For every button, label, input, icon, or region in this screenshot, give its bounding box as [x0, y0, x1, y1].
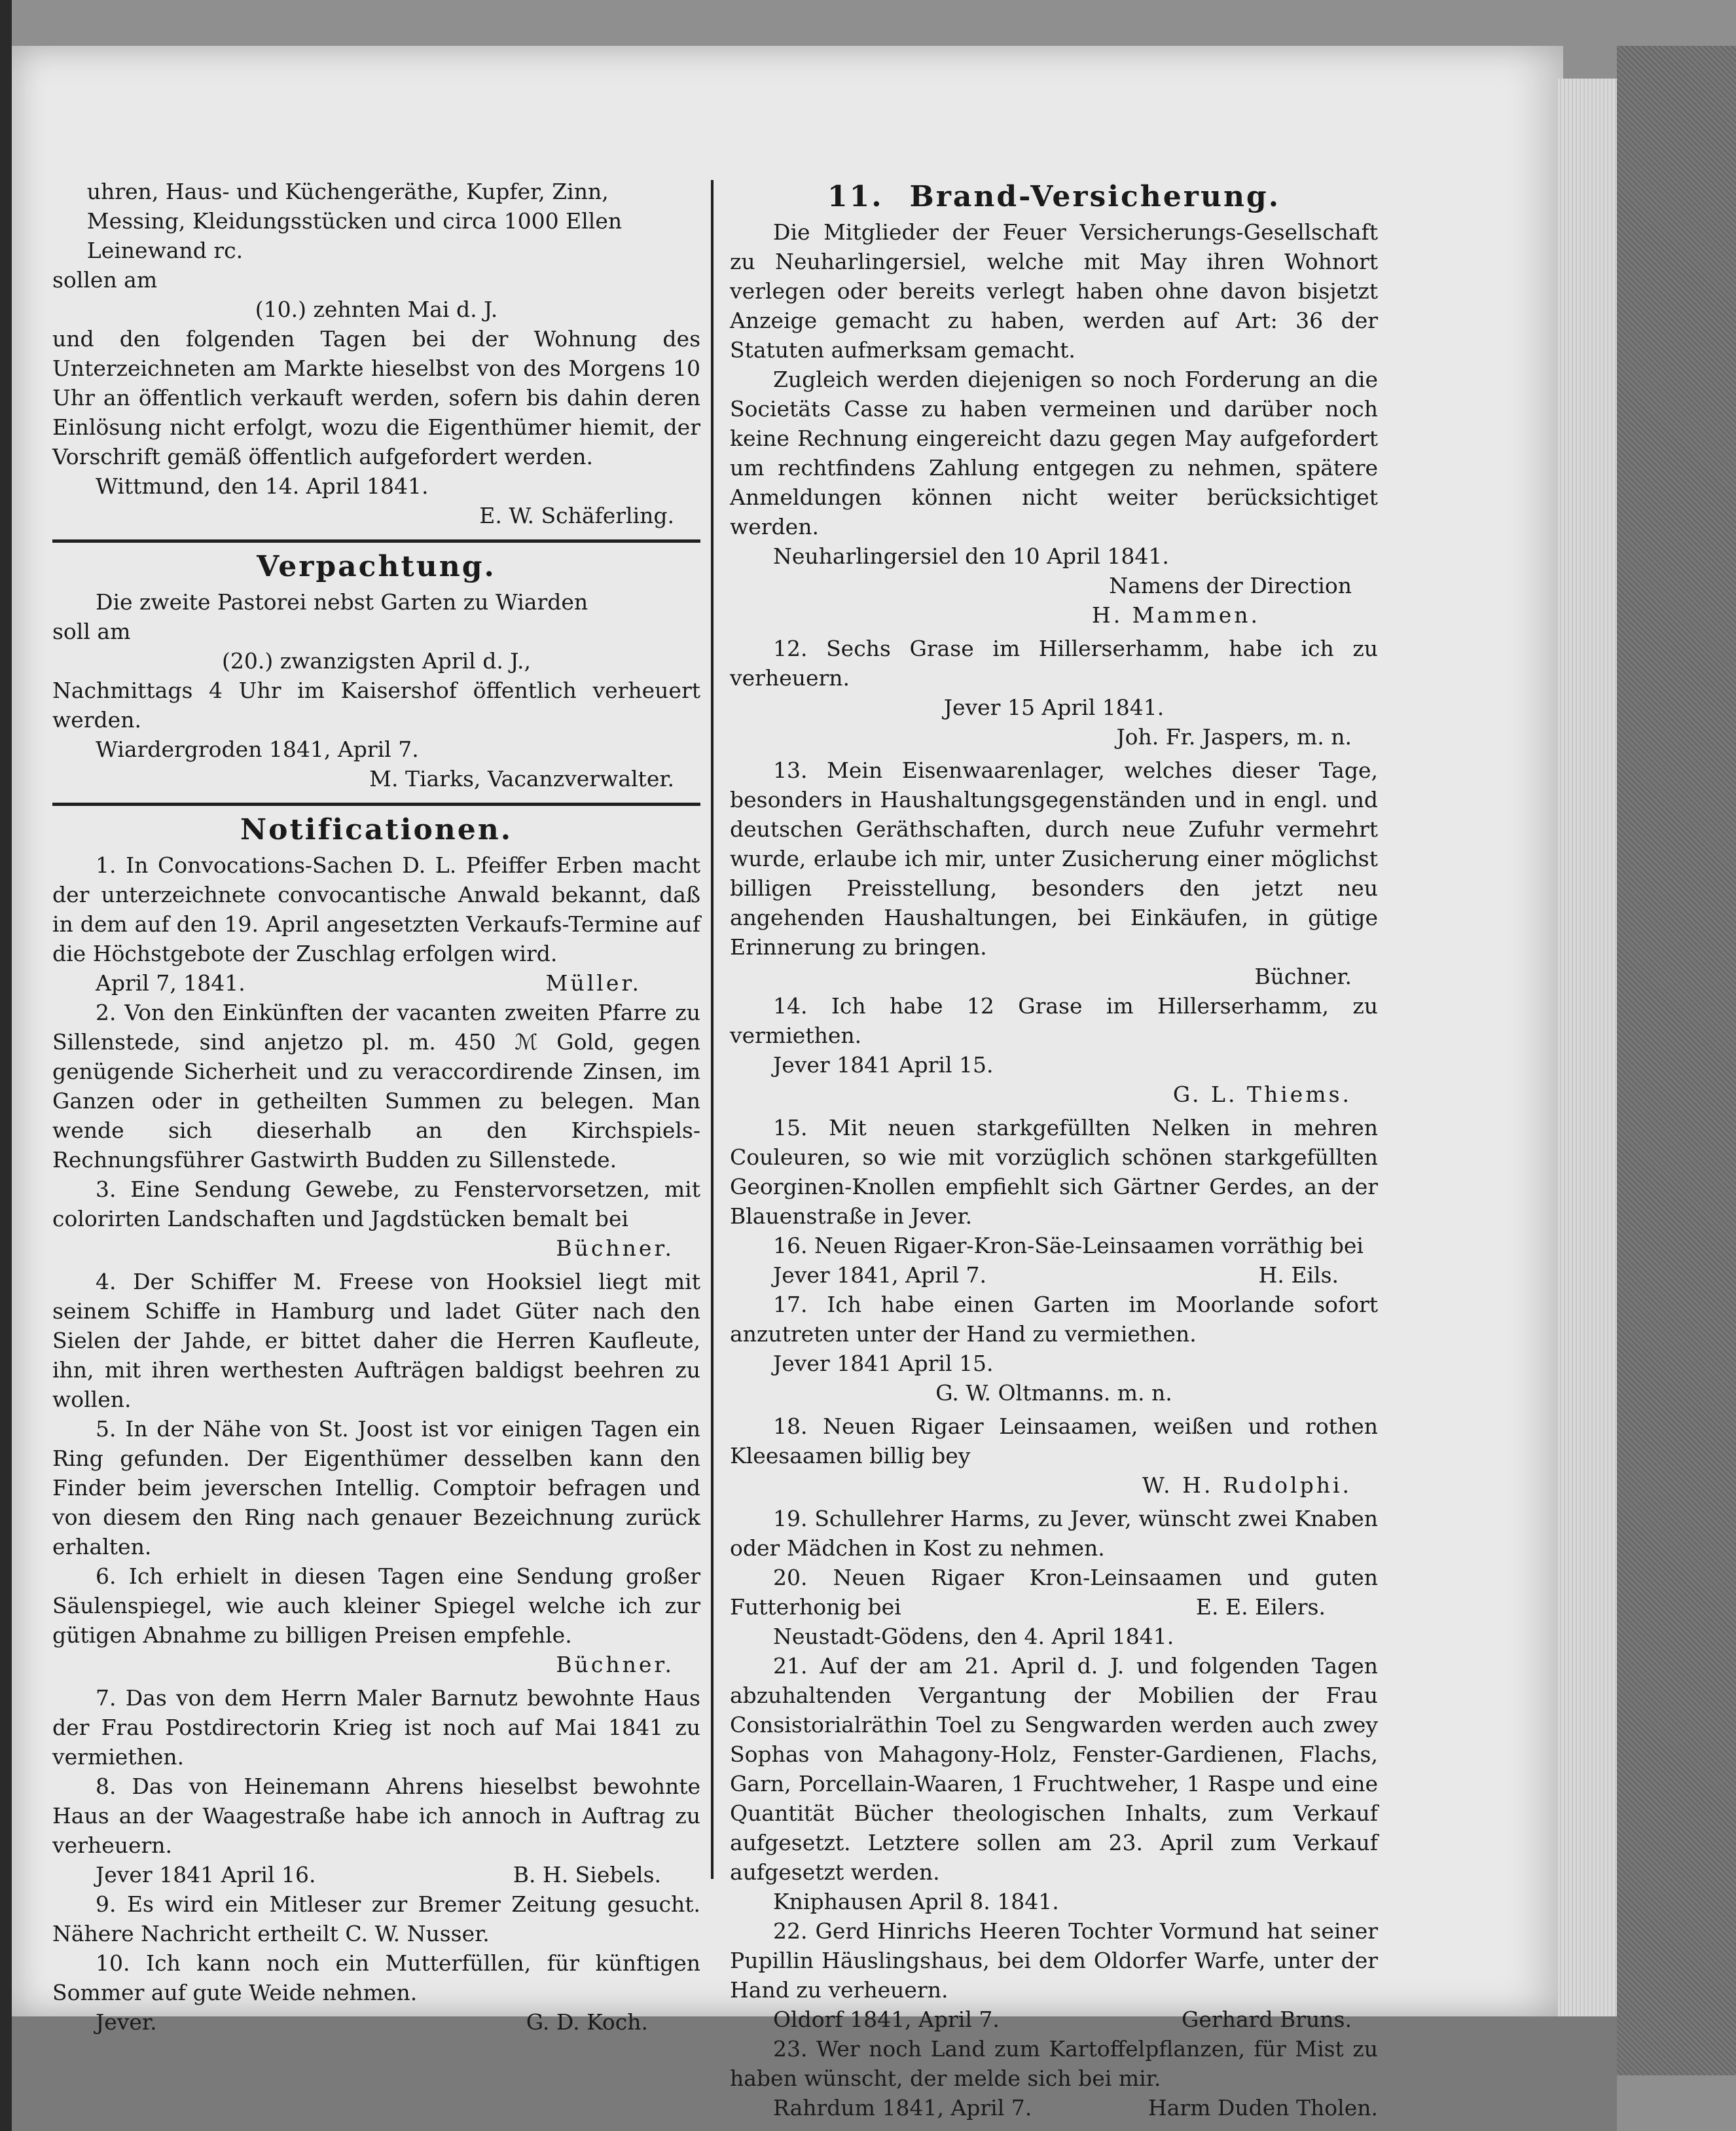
left-column: [52, 177, 700, 2037]
notice-8: 8. Das von Heinemann Ahrens hieselbst bewohnte Haus an der Waagestraße habe ich annoch in Auftrag zu verheuern.: [52, 1774, 700, 1858]
notice-14-date: Jever 1841 April 15.: [773, 1052, 994, 1078]
column-rule: [711, 180, 714, 1879]
right-column: [730, 177, 1378, 2122]
notice-13-signature: Büchner.: [1254, 964, 1352, 989]
notice-6: 6. Ich erhielt in diesen Tagen eine Sendung großer Säulenspiegel, wie auch kleiner Spiegel welche ich zur gütigen Abnahme zu billigen Preisen empfehle.: [52, 1563, 700, 1648]
notice-17-signature: G. W. Oltmanns. m. n.: [935, 1380, 1172, 1406]
auction-signature: E. W. Schäferling.: [479, 503, 674, 528]
notice-15: 15. Mit neuen starkgefüllten Nelken in mehren Couleuren, so wie mit vorzüglich schönen starkgefüllten Georginen-Knollen empfiehlt sich Gärtner Gerdes, an der Blauenstraße in Jever.: [730, 1115, 1378, 1229]
notice-10-signature: G. D. Koch.: [526, 2009, 648, 2035]
notice-18: 18. Neuen Rigaer Leinsaamen, weißen und rothen Kleesaamen billig bey: [730, 1413, 1378, 1468]
notice-5: 5. In der Nähe von St. Joost ist vor einigen Tagen ein Ring gefunden. Der Eigenthümer desselben kann den Finder beim jeverschen Intellig. Comptoir befragen und von diesem den Ring nach genauer Bezeichnung zurück erhalten.: [52, 1416, 700, 1559]
notices-heading: Notificationen.: [240, 813, 513, 847]
notice-17-date: Jever 1841 April 15.: [773, 1351, 994, 1376]
notice-3-signature: Büchner.: [556, 1235, 674, 1261]
notice-12: 12. Sechs Grase im Hillerserhamm, habe ich zu verheuern.: [730, 636, 1378, 691]
notice-2: 2. Von den Einkünften der vacanten zweiten Pfarre zu Sillenstede, sind anjetzo pl. m. 450 ℳ Gold, gegen genügende Sicherheit und zu veraccordirende Zinsen, im Ganzen oder in getheilten Summen zu belegen. Man wende sich dieserhalb an den Kirchspiels-Rechnungsführer Gastwirth Budden zu Sillenstede.: [52, 1000, 700, 1173]
auction-line: sollen am: [52, 267, 158, 293]
notice-21: 21. Auf der am 21. April d. J. und folgenden Tagen abzuhaltenden Vergantung der Mobilien der Frau Consistorialräthin Toel zu Sengwarden werden auch zwey Sophas von Mahagony-Holz, Fenster-Gardienen, Flachs, Garn, Porcellain-Waaren, 1 Fruchtweher, 1 Raspe und eine Quantität Bücher theologischen Inhalts, zum Verkauf aufgesetzt. Letztere sollen am 23. April zum Verkauf aufgesetzt werden.: [730, 1653, 1378, 1885]
notice-13: 13. Mein Eisenwaarenlager, welches dieser Tage, besonders in Haushaltungsgegenständen und in engl. und deutschen Geräthschaften, durch neue Zufuhr vermehrt wurde, erlaube ich mir, unter Zusicherung einer möglichst billigen Preisstellung, besonders den jetzt neu angehenden Haushaltungen, bei Einkäufen, in gütige Erinnerung zu bringen.: [730, 757, 1378, 960]
notice-11-p1: Die Mitglieder der Feuer Versicherungs-Gesellschaft zu Neuharlingersiel, welche mit May ihren Wohnort verlegen oder bereits verlegt haben ohne davon bisjetzt Anzeige gemacht zu haben, werden auf Art: 36 der Statuten aufmerksam gemacht.: [730, 219, 1378, 363]
notice-19: 19. Schullehrer Harms, zu Jever, wünscht zwei Knaben oder Mädchen in Kost zu nehmen.: [730, 1506, 1378, 1561]
notice-8-date: Jever 1841 April 16. B. H. Siebels.: [52, 1860, 700, 1889]
notice-20-signature: E. E. Eilers.: [1195, 1594, 1326, 1620]
lease-line: soll am: [52, 619, 131, 644]
auction-body: und den folgenden Tagen bei der Wohnung des Unterzeichneten am Markte hieselbst von des Morgens 10 Uhr an öffentlich verkauft werden, sofern bis dahin deren Einlösung nicht erfolgt, wozu die Eigenthümer hiemit, der Vorschrift gemäß öffentlich aufgefordert werden.: [52, 326, 700, 469]
notice-11-number: 11.: [827, 180, 884, 213]
auction-date-line: (10.) zehnten Mai d. J.: [255, 297, 498, 322]
lease-signature: M. Tiarks, Vacanzverwalter.: [369, 766, 674, 792]
notice-23-signature: Harm Duden Tholen.: [1148, 2095, 1378, 2121]
notice-1-signature: Müller.: [545, 970, 642, 996]
auction-date: Wittmund, den 14. April 1841.: [96, 473, 429, 499]
notice-9: 9. Es wird ein Mitleser zur Bremer Zeitung gesucht. Nähere Nachricht ertheilt C. W. Nusser.: [52, 1891, 700, 1946]
notice-12-date: Jever 15 April 1841.: [943, 695, 1165, 720]
lease-heading: Verpachtung.: [257, 550, 496, 583]
brand-heading: [730, 179, 1378, 215]
notice-16: 16. Neuen Rigaer-Kron-Säe-Leinsaamen vorräthig bei H. Eils.: [730, 1231, 1378, 1260]
notice-20-date: Neustadt-Gödens, den 4. April 1841.: [773, 1624, 1174, 1649]
notice-12-signature: Joh. Fr. Jaspers, m. n.: [1116, 724, 1352, 750]
notice-10-place: Jever. G. D. Koch.: [52, 2007, 700, 2037]
notice-23-date: Rahrdum 1841, April 7. Harm Duden Tholen.: [730, 2093, 1378, 2122]
book-gutter: [0, 0, 12, 2131]
notice-1-date: April 7, 1841. Müller.: [52, 968, 700, 998]
notice-14-signature: G. L. Thiems.: [1172, 1082, 1352, 1107]
lease-date: Wiardergroden 1841, April 7.: [96, 737, 419, 762]
notice-11-p2: Zugleich werden diejenigen so noch Forderung an die Societäts Casse zu haben vermeinen und darüber noch keine Rechnung eingereicht dazu gegen May aufgefordert um rechtfindens Zahlung entgegen zu nehmen, spätere Anmeldungen können nicht weiter berücksichtiget werden.: [730, 367, 1378, 539]
book-cover: [1617, 46, 1736, 2075]
lease-date-line: (20.) zwanzigsten April d. J.,: [222, 648, 531, 674]
section-rule: [52, 803, 700, 806]
notice-22: 22. Gerd Hinrichs Heeren Tochter Vormund hat seiner Pupillin Häuslingshaus, bei dem Oldorfer Warfe, unter der Hand zu verheuern.: [730, 1918, 1378, 2003]
notice-11-sig2: H. Mammen.: [1091, 602, 1260, 628]
lease-line: Die zweite Pastorei nebst Garten zu Wiarden: [96, 589, 588, 615]
notice-21-date: Kniphausen April 8. 1841.: [773, 1889, 1059, 1914]
notice-11-date: Neuharlingersiel den 10 April 1841.: [773, 543, 1169, 569]
notice-22-date: Oldorf 1841, April 7. Gerhard Bruns.: [730, 2005, 1378, 2034]
notice-11-sig1: Namens der Direction: [1109, 573, 1352, 598]
notice-14: 14. Ich habe 12 Grase im Hillerserhamm, zu vermiethen.: [730, 993, 1378, 1048]
auction-line: Leinewand rc.: [86, 238, 244, 263]
auction-line: uhren, Haus- und Küchengeräthe, Kupfer, Zinn,: [86, 179, 609, 204]
notice-4: 4. Der Schiffer M. Freese von Hooksiel liegt mit seinem Schiffe in Hamburg und ladet Güter nach den Sielen der Jahde, er bittet daher die Herren Kaufleute, ihn, mit ihren werthesten Aufträgen baldigst beehren zu wollen.: [52, 1269, 700, 1412]
notice-8-signature: B. H. Siebels.: [513, 1862, 661, 1887]
notice-10: 10. Ich kann noch ein Mutterfüllen, für künftigen Sommer auf gute Weide nehmen.: [52, 1950, 700, 2005]
notice-1: 1. In Convocations-Sachen D. L. Pfeiffer Erben macht der unterzeichnete convocantische Anwald bekannt, daß in dem auf den 19. April angesetzten Verkaufs-Termine auf die Höchstgebote der Zuschlag erfolgen wird.: [52, 852, 700, 966]
section-rule: [52, 539, 700, 543]
notice-6-signature: Büchner.: [556, 1652, 674, 1677]
notice-16-signature: H. Eils.: [1258, 1262, 1339, 1288]
notice-22-signature: Gerhard Bruns.: [1182, 2007, 1352, 2032]
auction-line: Messing, Kleidungsstücken und circa 1000 Ellen: [86, 208, 623, 234]
notice-17: 17. Ich habe einen Garten im Moorlande sofort anzutreten unter der Hand zu vermiethen.: [730, 1292, 1378, 1347]
notice-20: 20. Neuen Rigaer Kron-Leinsaamen und guten Futterhonig bei E. E. Eilers.: [730, 1563, 1378, 1622]
lease-body: Nachmittags 4 Uhr im Kaisershof öffentlich verheuert werden.: [52, 678, 700, 733]
notice-16-date: Jever 1841, April 7.: [773, 1262, 986, 1288]
notice-3: 3. Eine Sendung Gewebe, zu Fenstervorsetzen, mit colorirten Landschaften und Jagdstücken bemalt bei: [52, 1176, 700, 1231]
notice-11-title: Brand-Versicherung.: [909, 180, 1281, 213]
page-edges: [1558, 79, 1617, 2016]
notice-23: 23. Wer noch Land zum Kartoffelpflanzen, für Mist zu haben wünscht, der melde sich bei mir.: [730, 2036, 1378, 2091]
notice-18-signature: W. H. Rudolphi.: [1142, 1472, 1352, 1498]
notice-7: 7. Das von dem Herrn Maler Barnutz bewohnte Haus der Frau Postdirectorin Krieg ist noch auf Mai 1841 zu vermiethen.: [52, 1685, 700, 1770]
